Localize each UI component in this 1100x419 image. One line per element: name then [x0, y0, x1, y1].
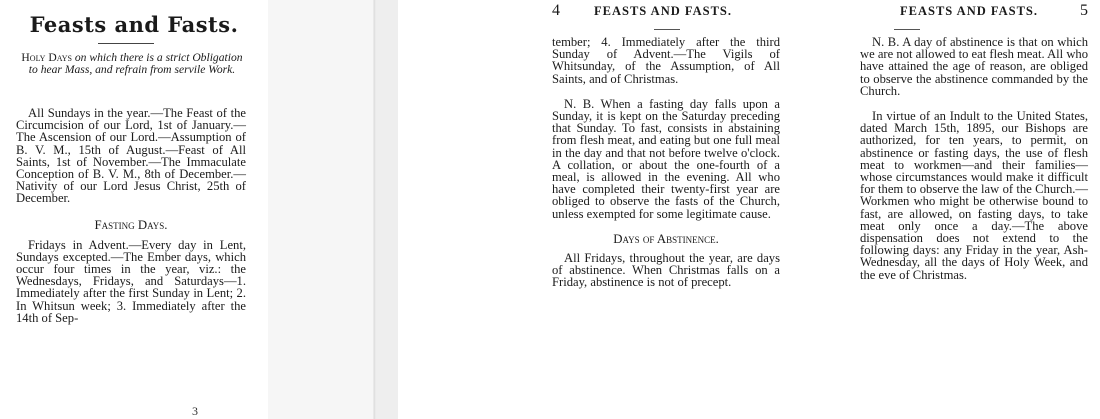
- nb-abstinence-paragraph: N. B. A day of abstinence is that on which we are not allowed to eat flesh meat. All who have attained the age of reason, are obliged to observe the abstinence commanded by the Church.: [860, 35, 1089, 98]
- indult-paragraph: In virtue of an Indult to the United States, dated March 15th, 1895, our Bishops are authorized, for ten years, to permit, on abstinence or fasting days, the use of flesh meat to workmen—and their families—whose circumstances would make it difficult for them to observe the law of the Church.—Workmen who might be otherwise bound to fast, are allowed, on fasting days, to take meat only once a day.—The above dispensation does not extend to the following days: any Friday in the year, Ash-Wednesday, all the days of Holy Week, and the eve of Christmas.: [860, 109, 1088, 282]
- nb-fasting-paragraph: N. B. When a fasting day falls upon a Sunday, it is kept on the Saturday preceding that Sunday. To fast, consists in abstaining from flesh meat, and eating but one full meal in the day and that not before twelve o'clock. A collation, or about the one-fourth of a meal, is allowed in the evening. All who have completed their twenty-first year are obliged to observe the fasts of the Church, unless exempted for some legitimate cause.: [552, 96, 780, 221]
- header-rule-4: [654, 29, 680, 30]
- viewer-gutter: [268, 0, 398, 419]
- left-column: [16, 107, 246, 324]
- page-number-5: 5: [1080, 2, 1088, 19]
- left-page: [0, 0, 268, 419]
- fasting-days-paragraph: Fridays in Advent.—Every day in Lent, Sundays excepted.—The Ember days, which occur four times in the year, viz.: the Wednesdays, Fridays, and Saturdays—1. Immediately after the first Sunday in Lent; 2. In Whitsun week; 3. Immediately after the 14th of Sep-: [16, 237, 246, 325]
- page-4-column: [552, 36, 780, 288]
- fasting-days-heading: Fasting Days.: [94, 217, 168, 232]
- holy-days-intro: [18, 52, 246, 76]
- header-rule-5: [894, 29, 920, 30]
- holy-days-caps: Holy Days: [21, 51, 72, 64]
- page-number-3: 3: [192, 404, 198, 418]
- abstinence-paragraph: All Fridays, throughout the year, are days of abstinence. When Christmas falls on a Friday, abstinence is not of precept.: [552, 250, 780, 290]
- page-number-4: 4: [552, 2, 560, 19]
- abstinence-heading: Days of Abstinence.: [613, 231, 719, 246]
- page-title: Feasts and Fasts.: [29, 12, 239, 37]
- running-head-page-4: FEASTS AND FASTS.: [594, 4, 732, 18]
- right-spread: [398, 0, 1100, 419]
- continuation-paragraph: tember; 4. Immediately after the third Sunday of Advent.—The Vigils of Whitsunday, of the Assumption, of All Saints, and of Christmas.: [552, 35, 780, 86]
- holy-days-intro-rest: on which there is a strict Obligation to hear Mass, and refrain from servile Work.: [28, 51, 243, 76]
- holy-days-paragraph: All Sundays in the year.—The Feast of the Circumcision of our Lord, 1st of January.—The Ascension of our Lord.—Assumption of B. V. M., 15th of August.—Feast of All Saints, 1st of November.—The Immaculate Conception of B. V. M., 8th of December.—Nativity of our Lord Jesus Christ, 25th of December.: [16, 106, 246, 206]
- running-head-page-5: FEASTS AND FASTS.: [900, 4, 1038, 18]
- page-5-column: [860, 36, 1088, 281]
- title-rule: [98, 43, 154, 44]
